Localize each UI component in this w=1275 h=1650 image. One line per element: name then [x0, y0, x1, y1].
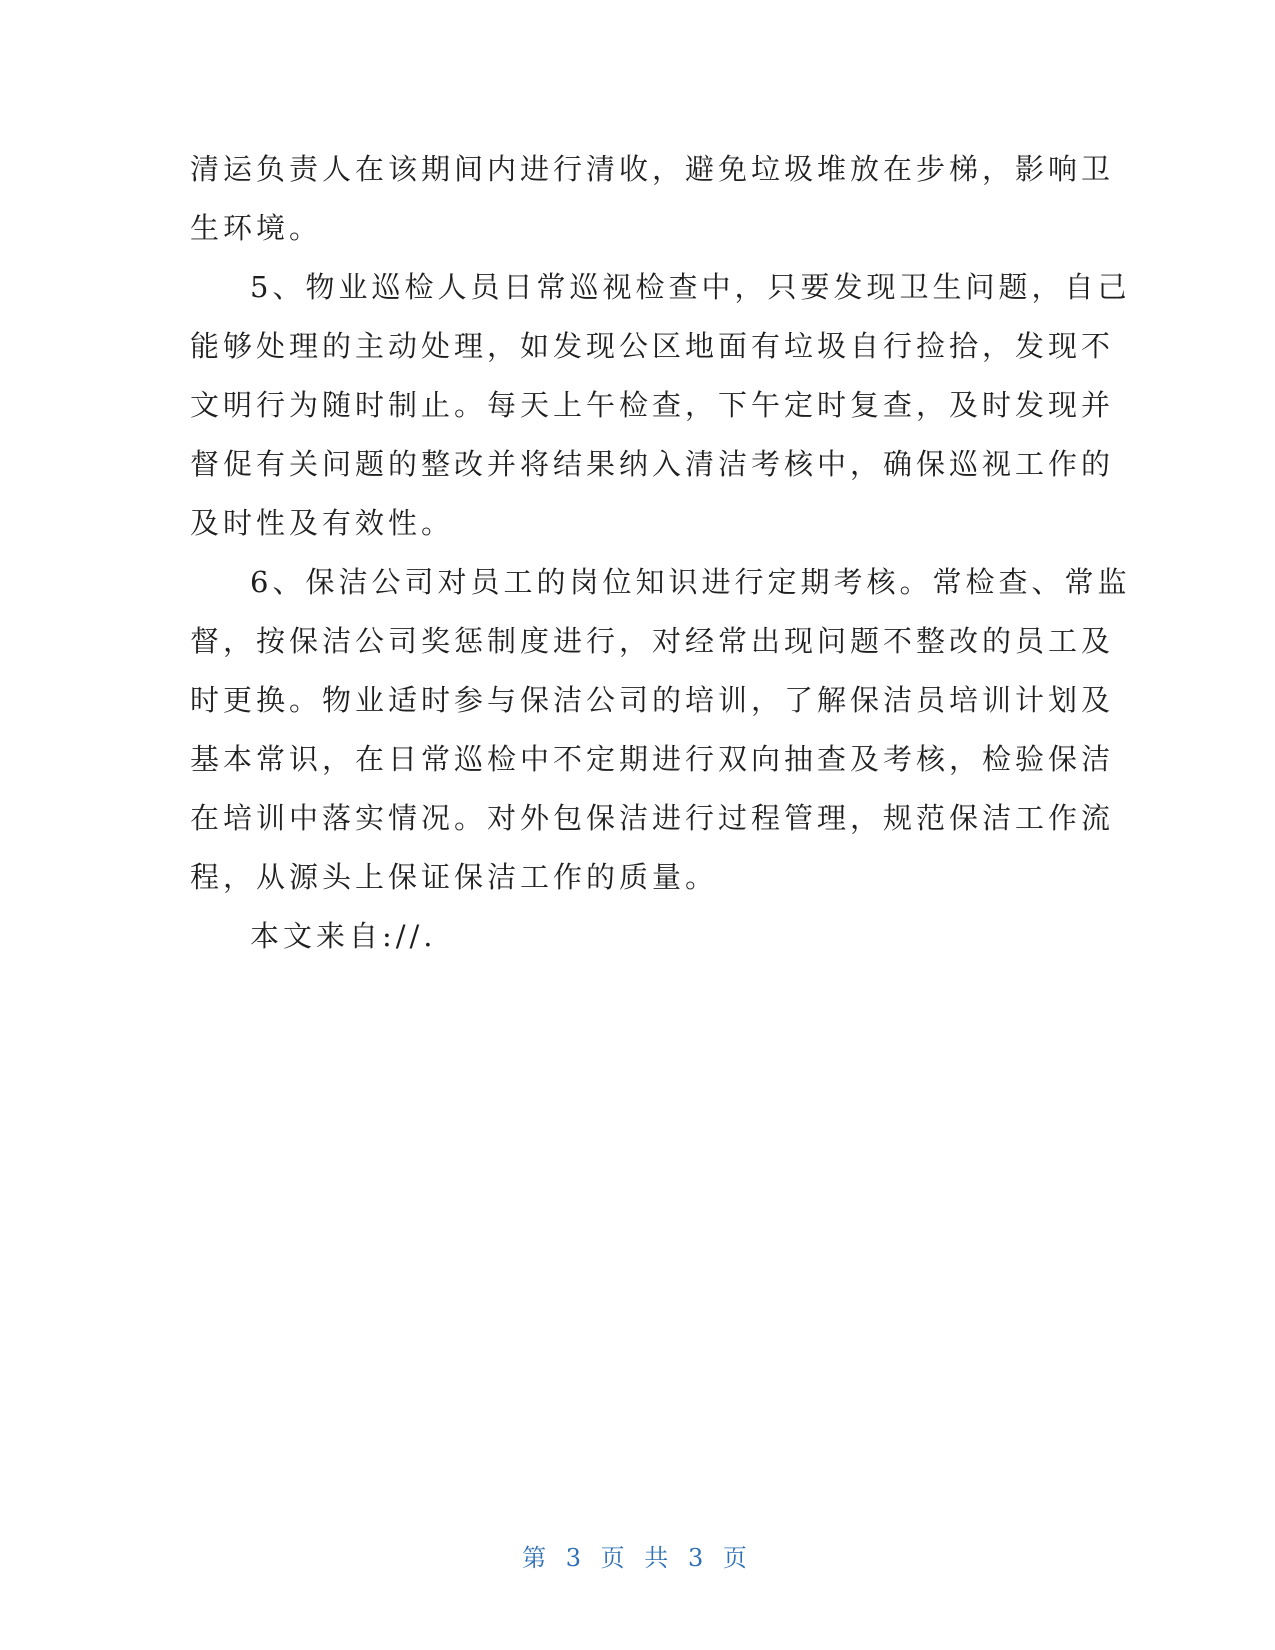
paragraph-line: 清运负责人在该期间内进行清收，避免垃圾堆放在步梯，影响卫 — [190, 152, 1115, 186]
paragraph-line: 6、保洁公司对员工的岗位知识进行定期考核。常检查、常监 — [250, 565, 1131, 599]
paragraph-line: 在培训中落实情况。对外包保洁进行过程管理，规范保洁工作流 — [190, 801, 1115, 835]
paragraph-line: 督促有关问题的整改并将结果纳入清洁考核中，确保巡视工作的 — [190, 447, 1115, 481]
source-line: 本文来自://. — [250, 919, 437, 953]
paragraph-line: 督，按保洁公司奖惩制度进行，对经常出现问题不整改的员工及 — [190, 624, 1115, 658]
paragraph-line: 能够处理的主动处理，如发现公区地面有垃圾自行捡拾，发现不 — [190, 329, 1115, 363]
paragraph-line: 时更换。物业适时参与保洁公司的培训，了解保洁员培训计划及 — [190, 683, 1115, 717]
paragraph-line: 文明行为随时制止。每天上午检查，下午定时复查，及时发现并 — [190, 388, 1115, 422]
paragraph-line: 及时性及有效性。 — [190, 506, 455, 540]
document-body — [190, 140, 1131, 966]
paragraph-line: 基本常识，在日常巡检中不定期进行双向抽查及考核，检验保洁 — [190, 742, 1115, 776]
paragraph-line: 5、物业巡检人员日常巡视检查中，只要发现卫生问题，自己 — [250, 270, 1131, 304]
paragraph-line: 生环境。 — [190, 211, 323, 245]
paragraph-line: 程，从源头上保证保洁工作的质量。 — [190, 860, 719, 894]
page-number-footer: 第 3 页 共 3 页 — [522, 1544, 753, 1572]
